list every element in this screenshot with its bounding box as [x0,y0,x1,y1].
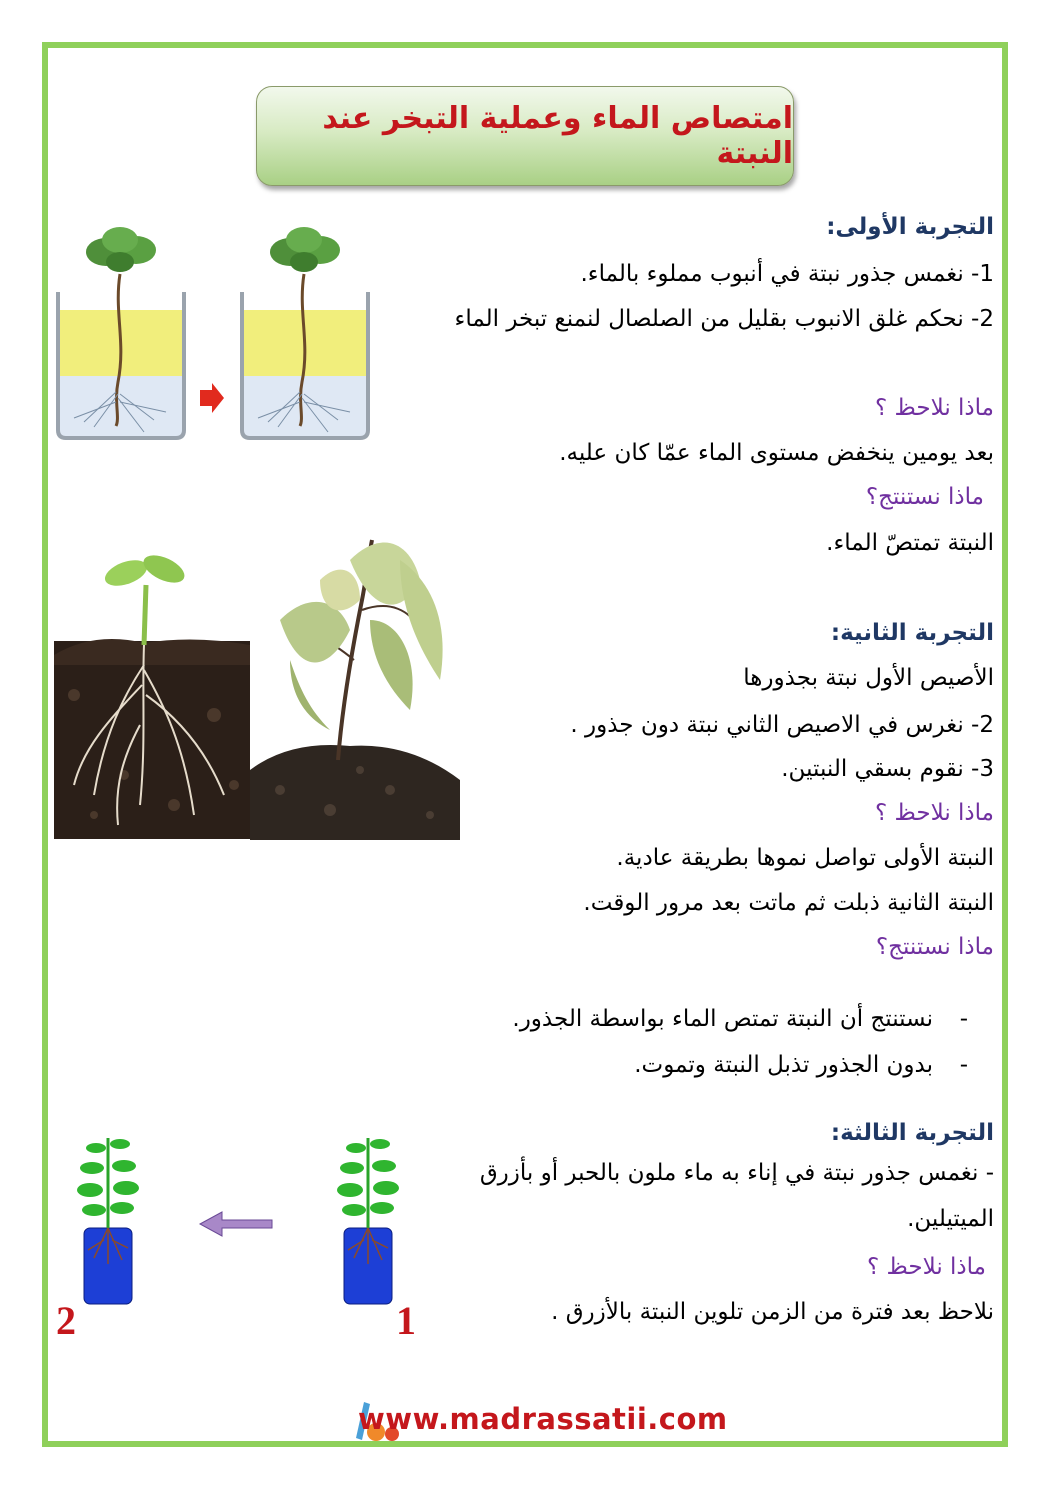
exp2-observation-2: النبتة الثانية ذبلت ثم ماتت بعد مرور الوقت. [583,890,994,916]
bullet-dash: - [959,1006,968,1032]
title-banner [256,86,794,186]
plant-pot-2 [77,1138,139,1304]
pot-label-2: 2 [56,1298,76,1338]
exp1-observation: بعد يومين ينخفض مستوى الماء عمّا كان عليه. [559,440,994,466]
exp2-line2: 2- نغرس في الاصيص الثاني نبتة دون جذور . [570,712,994,738]
exp3-observe-question: ماذا نلاحظ ؟ [867,1254,986,1280]
exp1-step1: 1- نغمس جذور نبتة في أنبوب مملوء بالماء. [580,261,994,287]
rooted-seedling-photo [54,545,250,839]
bullet-dash: - [959,1052,968,1078]
plant-pot-1 [337,1138,399,1304]
exp1-conclude-question: ماذا نستنتج؟ [865,484,984,510]
exp1-observe-question: ماذا نلاحظ ؟ [875,395,994,421]
exp1-conclusion: النبتة تمتصّ الماء. [826,530,994,556]
exp3-observation: نلاحظ بعد فترة من الزمن تلوين النبتة بالأزرق . [551,1299,994,1325]
exp2-line3: 3- نقوم بسقي النبتين. [781,756,994,782]
exp1-step2: 2- نحكم غلق الانبوب بقليل من الصلصال لنمنع تبخر الماء [454,306,994,332]
exp2-conclude-question: ماذا نستنتج؟ [875,934,994,960]
page-title: امتصاص الماء وعملية التبخر عند النبتة [322,101,793,171]
exp2-observation-1: النبتة الأولى تواصل نموها بطريقة عادية. [616,845,994,871]
exp2-line1: الأصيص الأول نبتة بجذورها [743,665,994,691]
beaker-experiment-illustration [54,222,376,452]
exp1-heading: التجربة الأولى: [826,214,994,240]
exp3-step: - نغمس جذور نبتة في إناء به ماء ملون بالحبر أو بأزرق الميتيلين. [479,1160,994,1232]
exp2-conclusion-1: نستنتج أن النبتة تمتص الماء بواسطة الجذور. [512,1006,933,1032]
exp3-heading: التجربة الثالثة: [830,1120,994,1146]
footer-url[interactable]: www.madrassatii.com [358,1402,728,1436]
dye-experiment-illustration [54,1128,424,1338]
left-arrow-icon [200,1212,272,1236]
exp2-conclusion-2: بدون الجذور تذبل النبتة وتموت. [634,1052,933,1078]
wilted-plant-photo [250,520,460,840]
exp2-observe-question: ماذا نلاحظ ؟ [875,800,994,826]
pot-label-1: 1 [396,1298,416,1338]
exp2-heading: التجربة الثانية: [830,620,994,646]
